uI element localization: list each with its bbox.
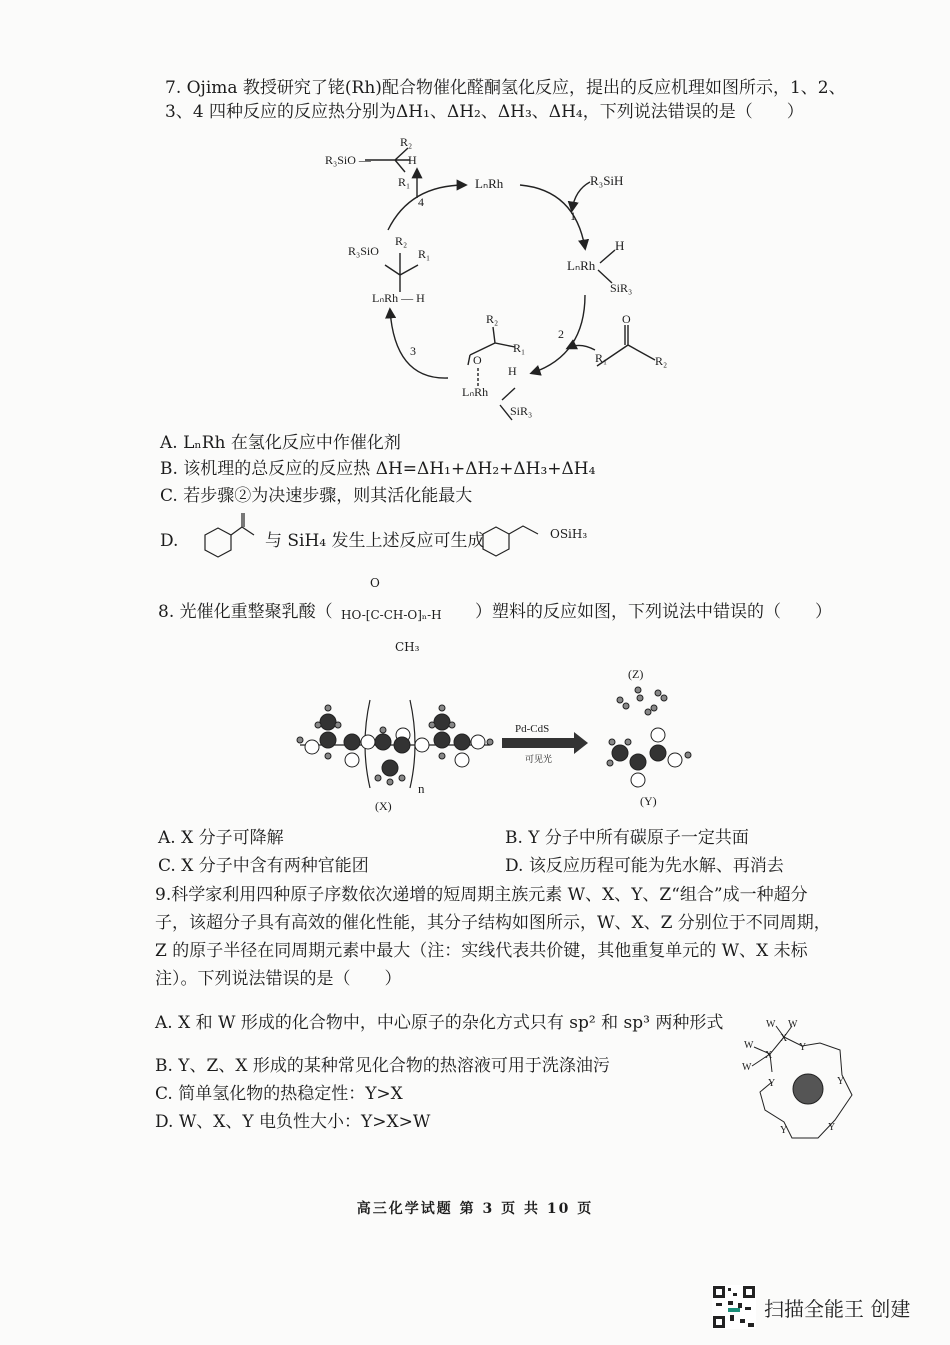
int1-si: SiR₃ — [610, 281, 633, 295]
product-siO: R₃SiO — — [325, 153, 371, 167]
int2-r1: R₁ — [513, 341, 526, 355]
hydrogen-atom — [623, 703, 629, 709]
atom-y: Y — [837, 1076, 845, 1087]
q7-option-b: B. 该机理的总反应的反应热 ΔH=ΔH₁+ΔH₂+ΔH₃+ΔH₄ — [160, 459, 596, 479]
repeat-n: n — [418, 781, 425, 796]
int2-r2: R₂ — [486, 312, 499, 326]
int2-h: H — [508, 364, 517, 378]
int3-r1: R₁ — [418, 247, 431, 261]
q7-stem-line2: 3、4 四种反应的反应热分别为ΔH₁、ΔH₂、ΔH₃、ΔH₄，下列说法错误的是（ ） — [165, 102, 804, 122]
atom-w: W — [788, 1019, 798, 1030]
q8-formula-o: O — [370, 576, 380, 590]
step4-label: 4 — [418, 195, 424, 209]
q8-reaction-figure — [290, 660, 710, 820]
oxygen-atom — [361, 735, 375, 749]
watermark-text: 扫描全能王 创建 — [764, 1296, 911, 1321]
ketone-r1: R₁ — [595, 351, 608, 365]
hydrogen-atom — [607, 760, 613, 766]
product-r1: R₁ — [398, 175, 411, 189]
oxygen-atom — [651, 728, 665, 742]
arrow-silane-in — [572, 182, 590, 210]
hydrogen-atom — [380, 727, 386, 733]
hydrogen-atom — [617, 697, 623, 703]
step1-label: 1 — [570, 209, 576, 223]
hydrogen-atom — [655, 690, 661, 696]
carbon-atom — [434, 732, 450, 748]
step2-label: 2 — [558, 327, 564, 341]
carbon-atom — [650, 745, 666, 761]
carbon-atom — [375, 734, 391, 750]
step3-label: 3 — [410, 344, 416, 358]
q9-stem-line4: 注）。下列说法错误的是（ ） — [155, 969, 402, 989]
q8-option-c: C. X 分子中含有两种官能团 — [158, 856, 369, 876]
q7-stem-line1: 7. Ojima 教授研究了铑(Rh)配合物催化醛酮氢化反应，提出的反应机理如图所示，1、2、 — [165, 78, 846, 98]
scanner-watermark — [712, 1285, 910, 1329]
page-footer: 高三化学试题 第 3 页 共 10 页 — [356, 1201, 594, 1217]
int3-siO: R₃SiO — [348, 244, 379, 258]
oxygen-atom — [668, 753, 682, 767]
hydrogen-atom — [685, 752, 691, 758]
q7-option-c: C. 若步骤②为决速步骤，则其活化能最大 — [160, 486, 473, 506]
hydrogen-atom — [609, 739, 615, 745]
hydrogen-atom — [625, 739, 631, 745]
q9-option-d: D. W、X、Y 电负性大小：Y>X>W — [155, 1112, 431, 1132]
carbon-atom — [612, 745, 628, 761]
hydrogen-atom — [429, 722, 435, 728]
hydrogen-atom — [449, 722, 455, 728]
q9-stem-line1: 9.科学家利用四种原子序数依次递增的短周期主族元素 W、X、Y、Z“组合”成一种超分 — [155, 885, 808, 905]
carbon-atom — [630, 754, 646, 770]
hydrogen-atom — [637, 695, 643, 701]
oxygen-atom — [305, 740, 319, 754]
atom-y: Y — [828, 1122, 836, 1133]
oxygen-atom — [345, 753, 359, 767]
int1-rh: LₙRh — [567, 258, 596, 273]
carbon-atom — [344, 734, 360, 750]
hydrogen-atom — [325, 753, 331, 759]
arrow-step3 — [390, 310, 448, 378]
q8-option-a: A. X 分子可降解 — [158, 828, 284, 848]
label-y: (Y) — [640, 794, 657, 808]
int3-r2: R₂ — [395, 234, 408, 248]
q9-option-c: C. 简单氢化物的热稳定性：Y>X — [155, 1084, 403, 1104]
q9-stem-line2: 子，该超分子具有高效的催化性能，其分子结构如图所示，W、X、Z 分别位于不同周期， — [155, 913, 831, 933]
label-x: (X) — [375, 799, 392, 813]
q7-option-d-product: OSiH₃ — [550, 527, 588, 541]
carbon-atom — [394, 737, 410, 753]
arrow-ketone-in — [568, 345, 595, 350]
hydrogen-atom — [439, 753, 445, 759]
silane-label: R₃SiH — [590, 173, 624, 188]
q7-mechanism-diagram — [300, 130, 700, 430]
q8-formula: HO-[C-CH-O]ₙ-H — [341, 608, 442, 622]
oxygen-atom — [631, 773, 645, 787]
q9-option-b: B. Y、Z、X 形成的某种常见化合物的热溶液可用于洗涤油污 — [155, 1056, 610, 1076]
int2-rh: LₙRh — [462, 385, 489, 399]
carbon-atom — [382, 760, 398, 776]
hydrogen-atom — [651, 705, 657, 711]
q8-stem-before: 8. 光催化重整聚乳酸（ — [158, 602, 333, 622]
arrow-step4 — [388, 185, 465, 230]
atom-w: W — [766, 1019, 776, 1030]
hydrogen-atom — [399, 775, 405, 781]
carbon-atom — [320, 714, 336, 730]
bracket-right — [410, 700, 415, 788]
hydrogen-atom — [387, 779, 393, 785]
q9-option-a: A. X 和 W 形成的化合物中，中心原子的杂化方式只有 sp² 和 sp³ 两种形式 — [155, 1013, 724, 1033]
hydrogen-atom — [315, 722, 321, 728]
q9-supramolecule-figure — [740, 1010, 880, 1150]
q8-stem-after: ）塑料的反应如图，下列说法中错误的（ ） — [475, 602, 832, 622]
hydrogen-atom — [487, 739, 493, 745]
catalyst-label: Pd-CdS — [515, 723, 550, 735]
oxygen-atom — [471, 735, 485, 749]
q7-option-d-label: D. — [160, 531, 179, 551]
catalyst-label: LₙRh — [475, 176, 504, 191]
hydrogen-atom — [325, 705, 331, 711]
q8-formula-ch3: CH₃ — [395, 640, 420, 654]
int1-h: H — [615, 238, 625, 253]
hydrogen-atom — [661, 695, 667, 701]
product-h: H — [408, 153, 417, 167]
acetophenone-structure — [190, 505, 260, 565]
q8-option-d: D. 该反应历程可能为先水解、再消去 — [505, 856, 784, 876]
int2-o: O — [473, 353, 482, 367]
condition-label: 可见光 — [525, 754, 553, 764]
oxygen-atom — [415, 738, 429, 752]
atom-w: W — [744, 1040, 754, 1051]
carbon-atom — [434, 714, 450, 730]
atom-y: Y — [799, 1042, 807, 1053]
atom-x: X — [765, 1050, 773, 1061]
q9-stem-line3: Z 的原子半径在同周期元素中最大（注：实线代表共价键，其他重复单元的 W、X 未标 — [155, 941, 808, 961]
ketone-o: O — [622, 312, 631, 326]
atom-y: Y — [768, 1078, 776, 1089]
hydrogen-atom — [335, 722, 341, 728]
label-z: (Z) — [628, 667, 644, 681]
reaction-arrow — [502, 738, 574, 748]
hydrogen-atom — [297, 737, 303, 743]
hydrogen-atom — [645, 709, 651, 715]
hydrogen-atom — [439, 705, 445, 711]
q8-option-b: B. Y 分子中所有碳原子一定共面 — [505, 828, 749, 848]
atom-y: Y — [780, 1125, 788, 1136]
q7-option-a: A. LₙRh 在氢化反应中作催化剂 — [160, 433, 401, 453]
qr-code-icon — [712, 1285, 756, 1329]
carbon-atom — [454, 734, 470, 750]
ketone-r2: R₂ — [655, 354, 668, 368]
z-ion — [793, 1074, 823, 1104]
hydrogen-atom — [375, 775, 381, 781]
benzyl-silyl-ether-structure — [478, 512, 548, 562]
oxygen-atom — [455, 753, 469, 767]
product-r2: R₂ — [400, 135, 413, 149]
hydrogen-atom — [635, 687, 641, 693]
carbon-atom — [320, 732, 336, 748]
int3-rh: LₙRh — H — [372, 291, 425, 305]
atom-x: X — [780, 1033, 788, 1044]
q7-option-d-text: 与 SiH₄ 发生上述反应可生成 — [265, 531, 485, 551]
int2-si: SiR₃ — [510, 404, 533, 418]
atom-w: W — [742, 1062, 752, 1073]
